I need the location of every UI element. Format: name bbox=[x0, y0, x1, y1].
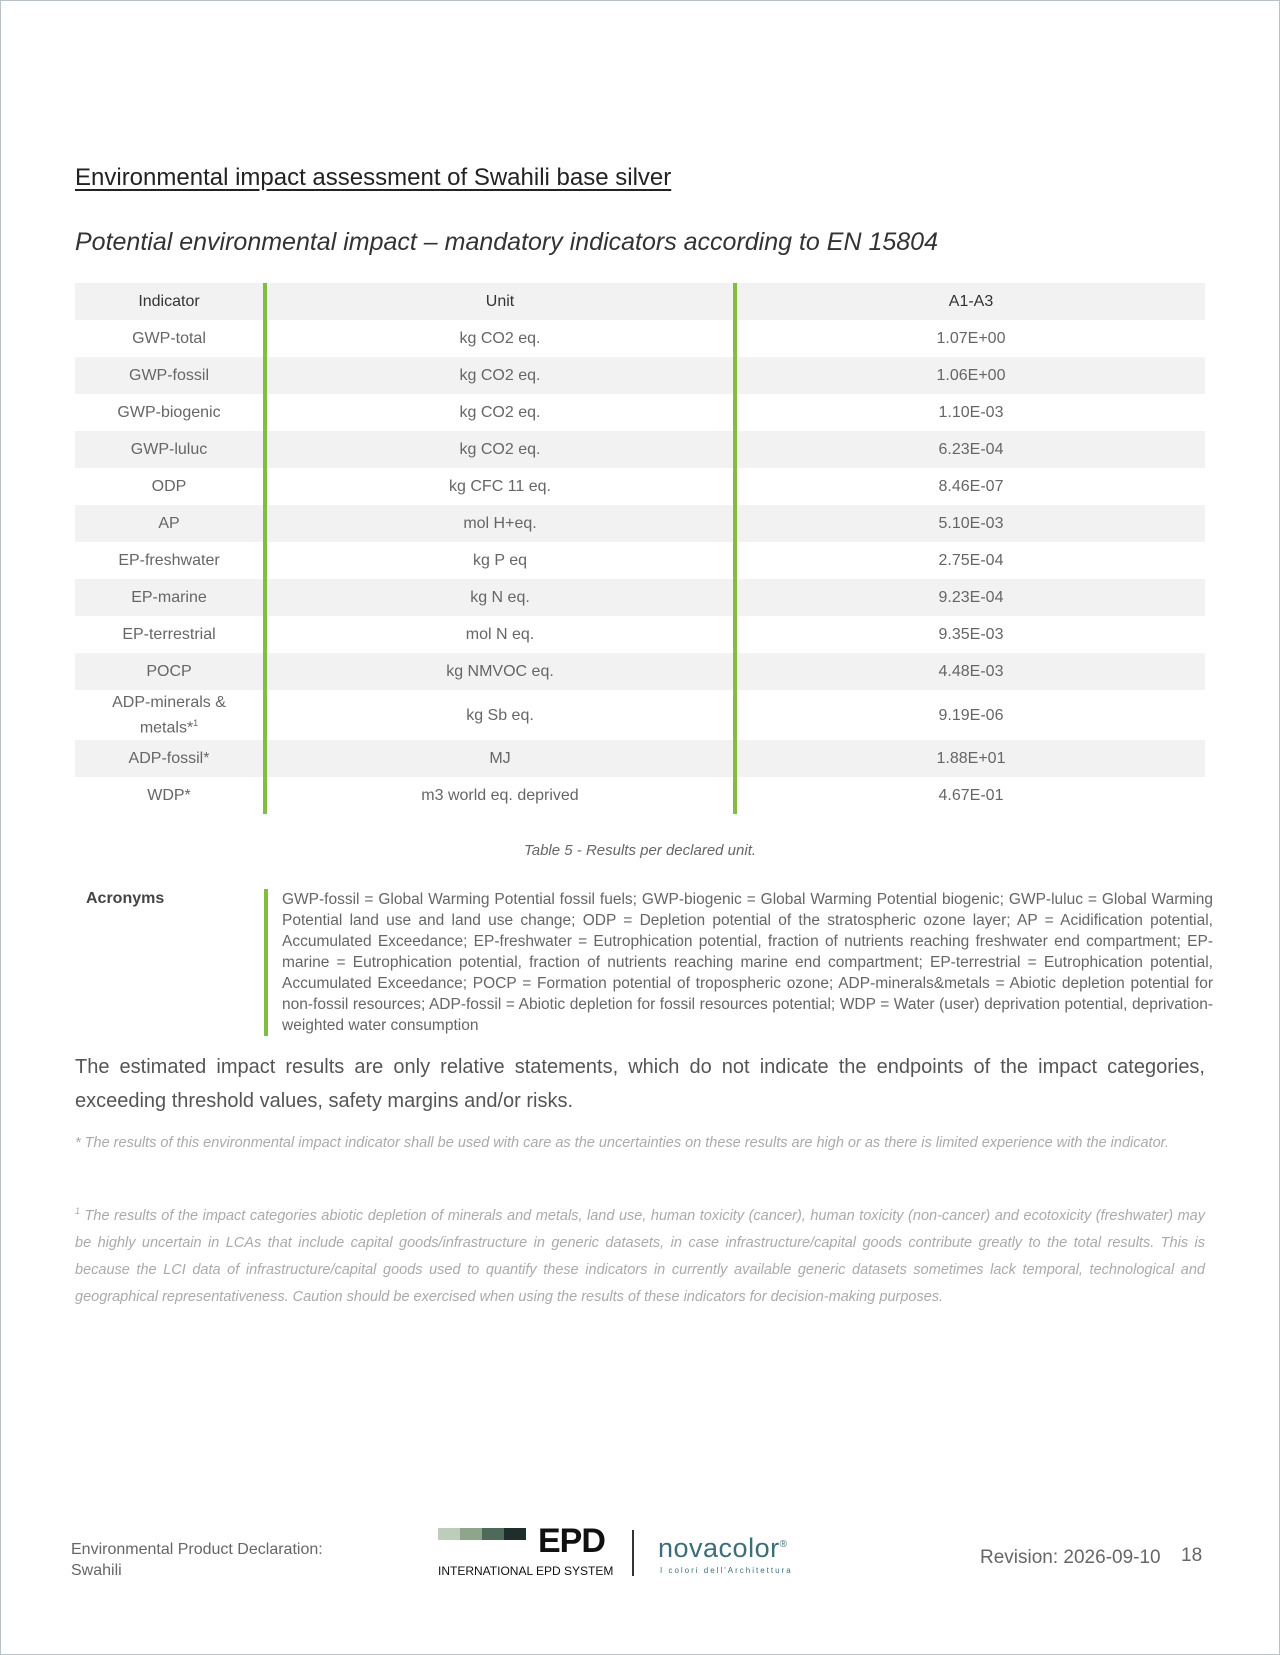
value-cell: 4.48E-03 bbox=[735, 653, 1205, 690]
value-cell: 9.23E-04 bbox=[735, 579, 1205, 616]
indicator-cell bbox=[75, 740, 265, 777]
unit-cell: kg CO2 eq. bbox=[265, 357, 735, 394]
indicator-cell bbox=[75, 653, 265, 690]
results-table bbox=[75, 283, 1205, 814]
table-header-row bbox=[75, 283, 1205, 320]
unit-cell: mol H+eq. bbox=[265, 505, 735, 542]
epd-logo-subtext: INTERNATIONAL EPD SYSTEM bbox=[438, 1564, 614, 1578]
indicator-name: GWP-luluc bbox=[130, 441, 208, 458]
indicator-name: ODP bbox=[151, 478, 187, 495]
value-cell: 4.67E-01 bbox=[735, 777, 1205, 814]
brand-tagline: I colori dell'Architettura bbox=[660, 1566, 793, 1575]
brand-mark: ® bbox=[779, 1539, 788, 1550]
indicator-name: GWP-biogenic bbox=[117, 404, 221, 421]
table-row bbox=[75, 431, 1205, 468]
value-cell: 9.19E-06 bbox=[735, 690, 1205, 740]
unit-cell: kg CO2 eq. bbox=[265, 431, 735, 468]
section-title: Environmental impact assessment of Swahili base silver bbox=[75, 164, 672, 191]
indicator-name: AP bbox=[158, 515, 180, 532]
indicator-cell bbox=[75, 616, 265, 653]
header-a1-a3: A1-A3 bbox=[735, 283, 1205, 320]
indicator-name: ADP-fossil* bbox=[128, 750, 210, 767]
unit-cell: kg CO2 eq. bbox=[265, 394, 735, 431]
footnote-mark: 1 bbox=[75, 1206, 81, 1216]
footer-doc-line2: Swahili bbox=[71, 1562, 122, 1579]
acronyms-label: Acronyms bbox=[86, 890, 165, 907]
indicator-cell bbox=[75, 468, 265, 505]
unit-cell: kg CO2 eq. bbox=[265, 320, 735, 357]
table-row bbox=[75, 690, 1205, 740]
unit-cell: kg CFC 11 eq. bbox=[265, 468, 735, 505]
indicator-name: ADP-minerals & metals* bbox=[112, 693, 226, 737]
brand-name: novacolor bbox=[658, 1533, 780, 1563]
table-row bbox=[75, 357, 1205, 394]
footnote-text: The results of the impact categories abiotic depletion of minerals and metals, land use, human toxicity (cancer), human toxicity (non-cancer) and ecotoxicity (freshwater) may be highly uncertain in LCAs that include capital goods/infrastructure in generic datasets, in case infrastructure/capital goods contribute greatly to the total results. This is because the LCI data of infrastructure/capital goods used to quantify these indicators in currently available generic datasets sometimes lack temporal, technological and geographical representativeness. Caution should be exercised when using the results of these indicators for decision-making purposes. bbox=[75, 1207, 1205, 1305]
value-cell: 6.23E-04 bbox=[735, 431, 1205, 468]
value-cell: 8.46E-07 bbox=[735, 468, 1205, 505]
table-row bbox=[75, 777, 1205, 814]
unit-cell: kg NMVOC eq. bbox=[265, 653, 735, 690]
novacolor-logo bbox=[658, 1533, 787, 1564]
indicator-name: POCP bbox=[146, 663, 192, 680]
revision-date: Revision: 2026-09-10 bbox=[980, 1547, 1161, 1568]
unit-cell: m3 world eq. deprived bbox=[265, 777, 735, 814]
table-row bbox=[75, 320, 1205, 357]
page-number: 18 bbox=[1181, 1545, 1203, 1566]
indicator-cell bbox=[75, 394, 265, 431]
table-row bbox=[75, 740, 1205, 777]
indicator-cell bbox=[75, 357, 265, 394]
indicator-cell bbox=[75, 431, 265, 468]
indicator-cell bbox=[75, 690, 265, 740]
indicator-cell bbox=[75, 505, 265, 542]
indicator-name: EP-terrestrial bbox=[122, 626, 216, 643]
epd-logo-bars bbox=[438, 1528, 526, 1540]
unit-cell: kg N eq. bbox=[265, 579, 735, 616]
unit-cell: kg Sb eq. bbox=[265, 690, 735, 740]
logo-separator bbox=[632, 1530, 634, 1576]
footer-doc-line1: Environmental Product Declaration: bbox=[71, 1541, 323, 1558]
footnote bbox=[75, 1198, 1205, 1311]
header-indicator: Indicator bbox=[138, 293, 200, 310]
table-row bbox=[75, 505, 1205, 542]
footer-document-name bbox=[71, 1539, 323, 1581]
indicator-name: WDP* bbox=[147, 787, 191, 804]
indicator-name: GWP-fossil bbox=[129, 367, 209, 384]
epd-logo-text: EPD bbox=[538, 1522, 605, 1560]
acronyms-text: GWP-fossil = Global Warming Potential fossil fuels; GWP-biogenic = Global Warming Potential biogenic; GWP-luluc = Global Warming Potential land use and land use change; ODP = Depletion potential of the stratospheric ozone layer; AP = Acidification potential, Accumulated Exceedance; EP-freshwater = Eutrophication potential, fraction of nutrients reaching freshwater end compartment; EP-marine = Eutrophication potential, fraction of nutrients reaching marine end compartment; EP-terrestrial = Eutrophication potential, Accumulated Exceedance; POCP = Formation potential of tropospheric ozone; ADP-minerals&metals = Abiotic depletion potential for non-fossil resources; ADP-fossil = Abiotic depletion for fossil resources potential; WDP = Water (user) deprivation potential, deprivation-weighted water consumption bbox=[264, 889, 1213, 1036]
indicator-name: EP-freshwater bbox=[118, 552, 220, 569]
indicator-name: GWP-total bbox=[132, 330, 206, 347]
asterisk-note: * The results of this environmental impact indicator shall be used with care as the uncertainties on these results are high or as there is limited experience with the indicator. bbox=[75, 1135, 1169, 1151]
indicator-name: EP-marine bbox=[131, 589, 207, 606]
header-unit: Unit bbox=[265, 283, 735, 320]
indicator-cell bbox=[75, 579, 265, 616]
indicator-cell bbox=[75, 542, 265, 579]
unit-cell: MJ bbox=[265, 740, 735, 777]
table-row bbox=[75, 394, 1205, 431]
unit-cell: kg P eq bbox=[265, 542, 735, 579]
indicator-footnote-mark: 1 bbox=[193, 717, 199, 728]
table-row bbox=[75, 579, 1205, 616]
value-cell: 9.35E-03 bbox=[735, 616, 1205, 653]
table-subtitle: Potential environmental impact – mandatory indicators according to EN 15804 bbox=[75, 228, 938, 256]
table-row bbox=[75, 653, 1205, 690]
value-cell: 2.75E-04 bbox=[735, 542, 1205, 579]
value-cell: 1.10E-03 bbox=[735, 394, 1205, 431]
value-cell: 1.88E+01 bbox=[735, 740, 1205, 777]
value-cell: 1.07E+00 bbox=[735, 320, 1205, 357]
table-row bbox=[75, 542, 1205, 579]
table-caption: Table 5 - Results per declared unit. bbox=[523, 842, 757, 859]
table-row bbox=[75, 468, 1205, 505]
unit-cell: mol N eq. bbox=[265, 616, 735, 653]
epd-logo bbox=[438, 1522, 614, 1580]
indicator-cell bbox=[75, 777, 265, 814]
value-cell: 5.10E-03 bbox=[735, 505, 1205, 542]
impact-statement: The estimated impact results are only relative statements, which do not indicate the endpoints of the impact categories, exceeding threshold values, safety margins and/or risks. bbox=[75, 1056, 1205, 1112]
value-cell: 1.06E+00 bbox=[735, 357, 1205, 394]
table-row bbox=[75, 616, 1205, 653]
indicator-cell bbox=[75, 320, 265, 357]
